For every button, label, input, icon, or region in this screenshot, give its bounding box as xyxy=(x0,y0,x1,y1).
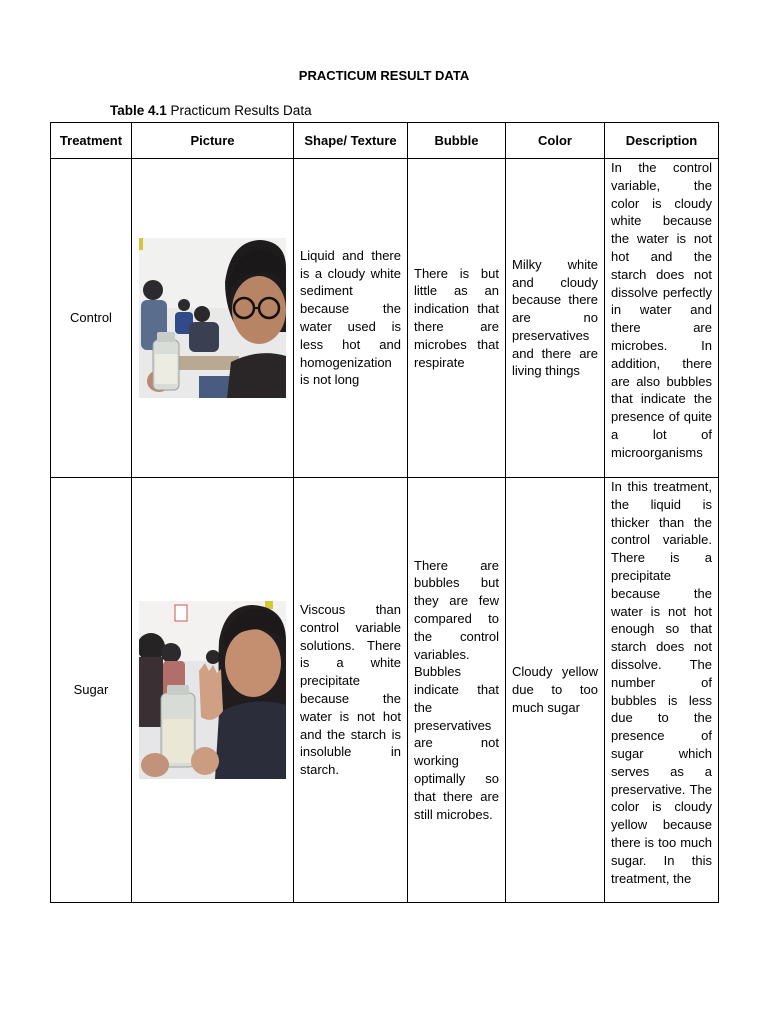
color-cell: Cloudy yellow due to too much sugar xyxy=(506,478,605,903)
description-text: In the control variable, the color is cloudy white because the water is not hot and the starch does not dissolve perfectly in water and there are microbes. In addition, there are also bubbles that indicate the presence of quite a lot of microorganisms xyxy=(611,160,712,460)
shape-texture-cell: Liquid and there is a cloudy white sediment because the water used is less hot and homogenization is not long xyxy=(294,159,408,478)
treatment-cell: Sugar xyxy=(51,478,132,903)
description-text: In this treatment, the liquid is thicker than the control variable. There is a precipitate because the water is not hot enough so that starch does not dissolve. The number of bubbles is less due to the presence of sugar which serves as a preservative. The color is cloudy yellow because there is too much sugar. In this treatment, the xyxy=(611,479,712,886)
header-treatment: Treatment xyxy=(51,123,132,159)
bubble-cell: There is but little as an indication that there are microbes that respirate xyxy=(408,159,506,478)
table-caption-label: Table 4.1 xyxy=(110,103,167,118)
color-cell: Milky white and cloudy because there are no preservatives and there are living things xyxy=(506,159,605,478)
shape-texture-cell: Viscous than control variable solutions. There is a white precipitate because the water is not hot and the starch is insoluble in starch. xyxy=(294,478,408,903)
sugar-photo xyxy=(139,601,286,779)
picture-cell xyxy=(132,478,294,903)
bubble-cell: There are bubbles but they are few compared to the control variables. Bubbles indicate that the preservatives are not working optimally so that there are still microbes. xyxy=(408,478,506,903)
table-caption xyxy=(110,103,312,118)
header-color: Color xyxy=(506,123,605,159)
table-caption-text: Practicum Results Data xyxy=(166,103,312,118)
table-row xyxy=(51,159,719,478)
table-row xyxy=(51,478,719,903)
header-description: Description xyxy=(605,123,719,159)
description-cell xyxy=(605,478,719,903)
results-table xyxy=(50,122,719,903)
header-shape-texture: Shape/ Texture xyxy=(294,123,408,159)
page-title: PRACTICUM RESULT DATA xyxy=(298,68,470,83)
header-picture: Picture xyxy=(132,123,294,159)
description-cell xyxy=(605,159,719,478)
header-bubble: Bubble xyxy=(408,123,506,159)
table-header-row xyxy=(51,123,719,159)
treatment-cell: Control xyxy=(51,159,132,478)
control-photo xyxy=(139,238,286,398)
picture-cell xyxy=(132,159,294,478)
